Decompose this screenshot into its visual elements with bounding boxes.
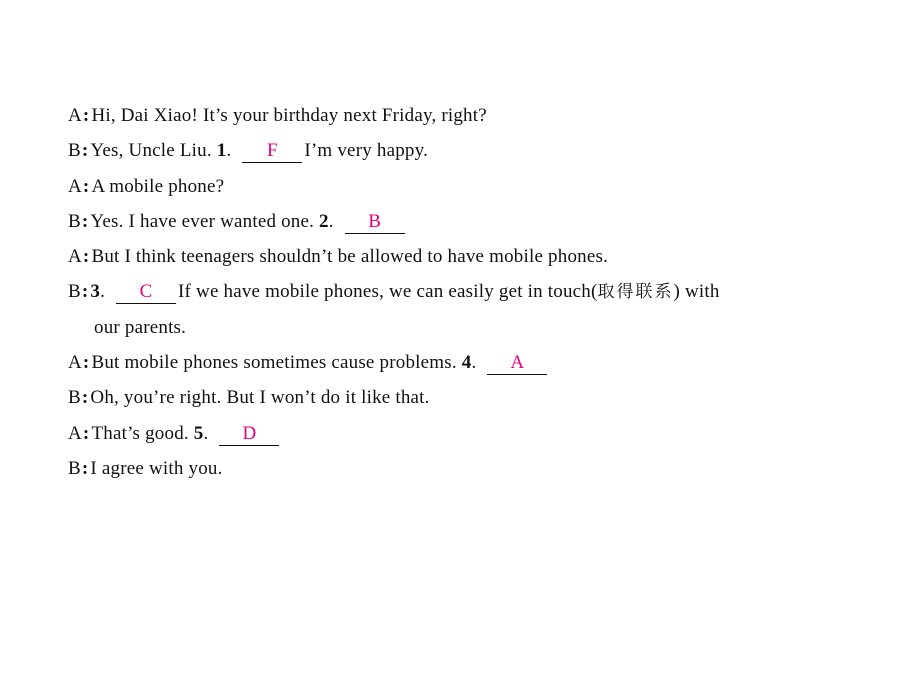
line-text: But mobile phones sometimes cause problems. <box>91 352 462 374</box>
dialogue <box>68 98 868 486</box>
question-dot: . <box>226 140 237 162</box>
speaker-colon: : <box>82 246 90 268</box>
answer-blank <box>487 352 547 375</box>
dialogue-line-2 <box>68 133 868 168</box>
answer-blank <box>116 281 176 304</box>
question-dot: . <box>203 422 214 444</box>
question-number: 3 <box>90 281 101 303</box>
speaker-colon: : <box>81 457 89 479</box>
speaker-colon: : <box>81 281 89 303</box>
dialogue-line-8 <box>68 380 868 415</box>
speaker-label: A <box>68 246 82 268</box>
speaker-label: A <box>68 422 82 444</box>
speaker-label: B <box>68 140 81 162</box>
speaker-label: A <box>68 105 82 126</box>
speaker-colon: : <box>81 210 89 232</box>
chinese-gloss: 取得联系 <box>597 282 674 303</box>
question-number: 5 <box>193 422 204 444</box>
speaker-label: B <box>68 281 81 303</box>
speaker-label: A <box>68 352 82 374</box>
speaker-colon: : <box>81 140 89 162</box>
answer-blank <box>242 140 302 163</box>
question-number: 2 <box>319 210 329 232</box>
line-text: Yes. I have ever wanted one. <box>90 210 320 232</box>
answer-blank <box>345 211 405 234</box>
speaker-label: B <box>68 210 81 232</box>
line-text: I agree with you. <box>90 457 223 479</box>
speaker-label: B <box>68 457 81 479</box>
line-text: But I think teenagers shouldn’t be allowed to have mobile phones. <box>91 246 609 268</box>
line-text: I’m very happy. <box>304 140 429 162</box>
speaker-colon: : <box>81 387 89 409</box>
answer-letter: C <box>139 281 153 303</box>
speaker-colon: : <box>82 105 90 126</box>
line-text: our parents. <box>94 316 187 338</box>
line-text: That’s good. <box>91 422 194 444</box>
line-text: A mobile phone? <box>91 175 225 197</box>
line-text: ) with <box>673 281 720 303</box>
speaker-label: B <box>68 387 81 409</box>
speaker-label: A <box>68 175 82 197</box>
line-text: Hi, Dai Xiao! It’s your birthday next Friday, right? <box>91 105 487 126</box>
line-text: Oh, you’re right. But I won’t do it like that. <box>90 387 430 409</box>
question-number: 1 <box>216 140 227 162</box>
speaker-colon: : <box>82 175 90 197</box>
line-text: If we have mobile phones, we can easily get in touch( <box>178 281 598 303</box>
answer-letter: F <box>266 140 278 162</box>
answer-blank <box>219 423 279 446</box>
dialogue-line-9 <box>68 416 868 451</box>
dialogue-line-1 <box>68 98 868 133</box>
dialogue-line-6-continued <box>68 310 868 345</box>
dialogue-line-6 <box>68 274 868 309</box>
dialogue-line-10 <box>68 451 868 486</box>
question-dot: . <box>328 210 339 232</box>
dialogue-line-7 <box>68 345 868 380</box>
answer-letter: B <box>368 210 382 232</box>
question-dot: . <box>100 281 111 303</box>
question-dot: . <box>471 352 482 374</box>
question-number: 4 <box>461 352 472 374</box>
answer-letter: A <box>510 352 525 374</box>
dialogue-line-3 <box>68 169 868 204</box>
speaker-colon: : <box>82 422 90 444</box>
answer-letter: D <box>242 422 257 444</box>
dialogue-line-5 <box>68 239 868 274</box>
line-text: Yes, Uncle Liu. <box>90 140 217 162</box>
dialogue-line-4 <box>68 204 868 239</box>
speaker-colon: : <box>82 352 90 374</box>
